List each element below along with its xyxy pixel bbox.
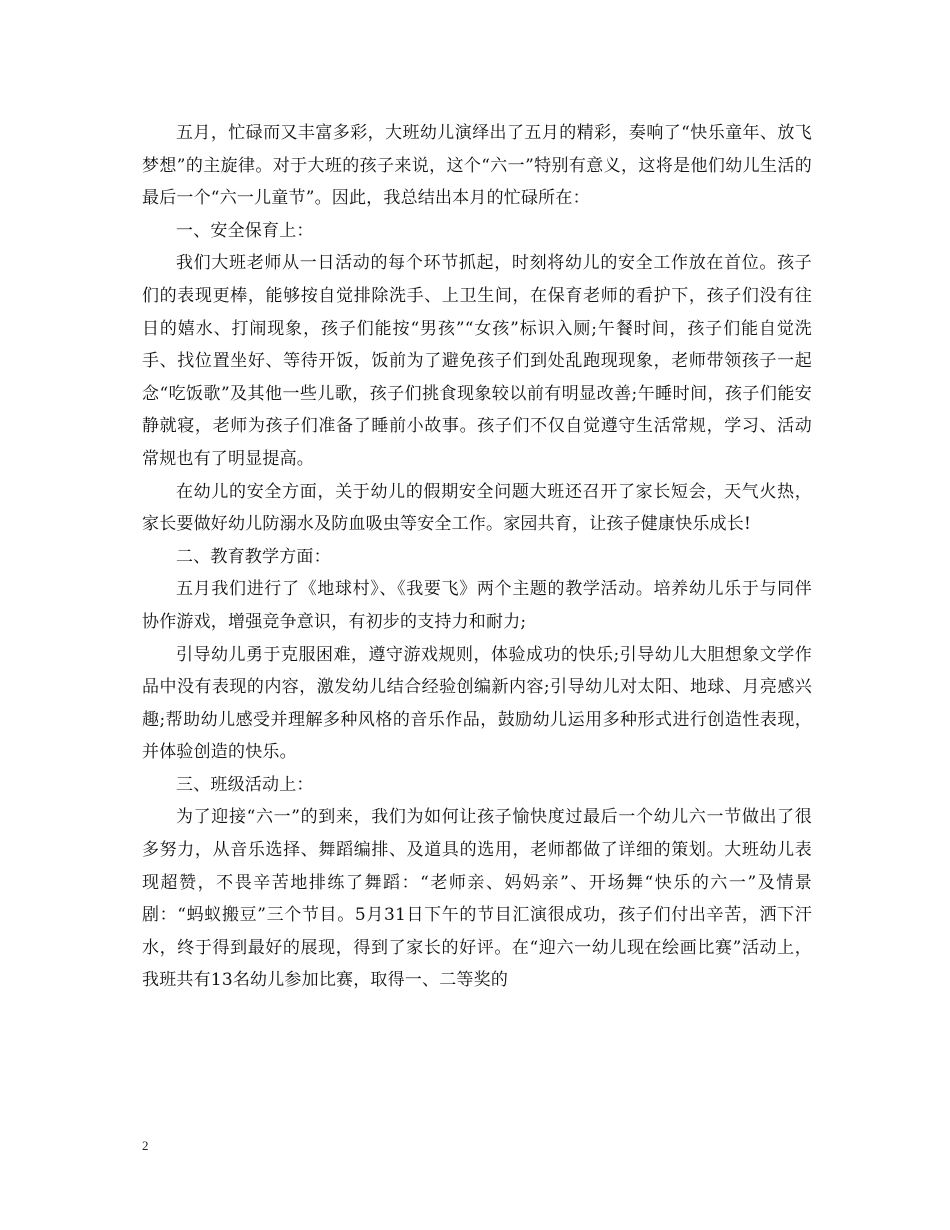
section-heading-safety: 一、安全保育上： [176,220,314,241]
page-number: 2 [142,1138,149,1153]
section-heading-class-activities: 三、班级活动上： [176,774,314,795]
paragraph-education-themes: 五月我们进行了《地球村》、《我要飞》两个主题的教学活动。培养幼儿乐于与同伴协作游戏，增强竞争意识，有初步的支持力和耐力; [142,579,812,632]
paragraph-safety-holiday: 在幼儿的安全方面，关于幼儿的假期安全问题大班还召开了家长短会，天气火热，家长要做好幼儿防溺水及防血吸虫等安全工作。家园共育，让孩子健康快乐成长! [142,481,812,535]
paragraph-class-activities: 为了迎接“六一”的到来，我们为如何让孩子愉快度过最后一个幼儿六一节做出了很多努力，从音乐选择、舞蹈编排、及道具的选用，老师都做了详细的策划。大班幼儿表现超赞，不畏辛苦地排练了舞蹈：“老师亲、妈妈亲”、开场舞“快乐的六一”及情景剧：“蚂蚁搬豆”三个节目。5月31日下午的节目汇演很成功，孩子们付出辛苦，洒下汗水，终于得到最好的展现，得到了家长的好评。在“迎六一幼儿现在绘画比赛”活动上，我班共有13名幼儿参加比赛，取得一、二等奖的 [142,807,812,991]
section-heading-education: 二、教育教学方面： [176,546,331,567]
paragraph-intro: 五月，忙碌而又丰富多彩，大班幼儿演绎出了五月的精彩，奏响了“快乐童年、放飞梦想”的主旋律。对于大班的孩子来说，这个“六一”特别有意义，这将是他们幼儿生活的最后一个“六一儿童节”。因此，我总结出本月的忙碌所在： [142,123,812,209]
paragraph-safety-care: 我们大班老师从一日活动的每个环节抓起，时刻将幼儿的安全工作放在首位。孩子们的表现更棒，能够按自觉排除洗手、上卫生间，在保育老师的看护下，孩子们没有往日的嬉水、打闹现象，孩子们能按“男孩”“女孩”标识入厕;午餐时间，孩子们能自觉洗手、找位置坐好、等待开饭，饭前为了避免孩子们到处乱跑现现象，老师带领孩子一起念“吃饭歌”及其他一些儿歌，孩子们挑食现象较以前有明显改善;午睡时间，孩子们能安静就寝，老师为孩子们准备了睡前小故事。孩子们不仅自觉遵守生活常规，学习、活动常规也有了明显提高。 [142,253,812,469]
paragraph-education-goals: 引导幼儿勇于克服困难，遵守游戏规则，体验成功的快乐;引导幼儿大胆想象文学作品中没有表现的内容，激发幼儿结合经验创编新内容;引导幼儿对太阳、地球、月亮感兴趣;帮助幼儿感受并理解多种风格的音乐作品，鼓励幼儿运用多种形式进行创造性表现，并体验创造的快乐。 [142,644,812,763]
document-body [142,117,812,997]
